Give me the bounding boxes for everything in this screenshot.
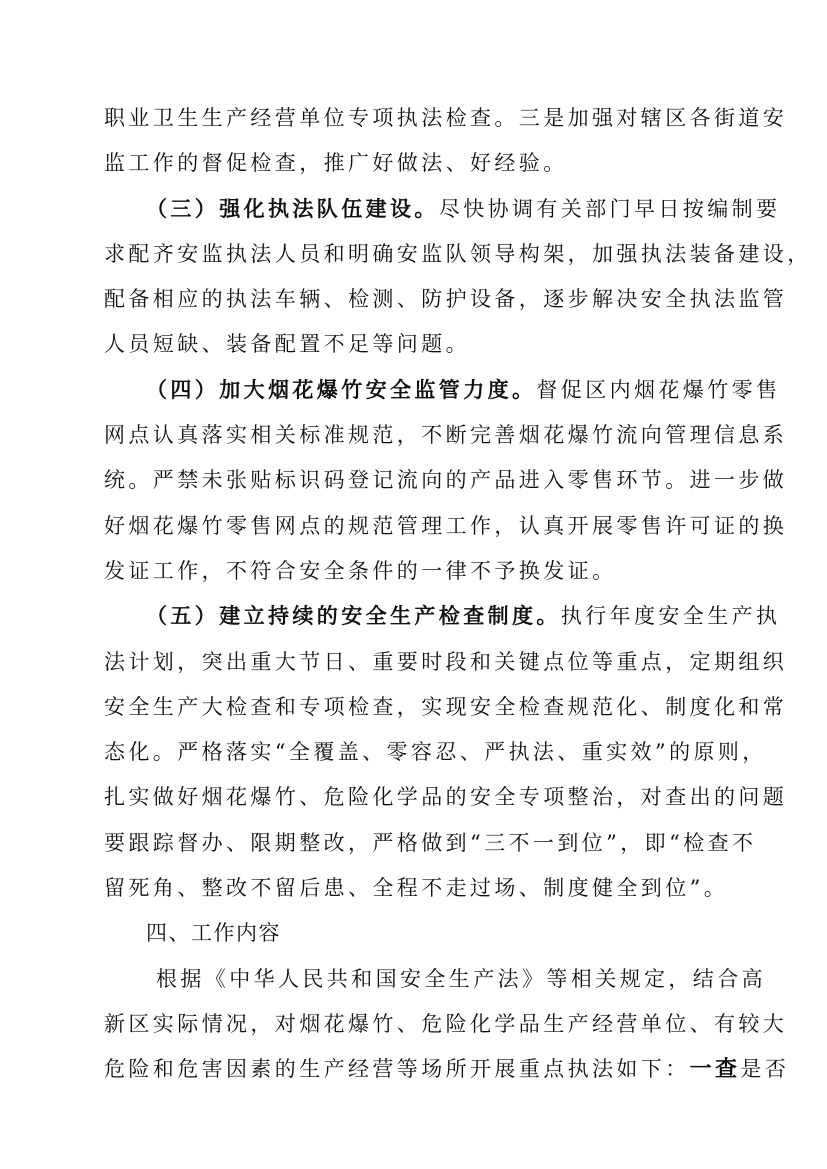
subsection-heading-4: （四）加大烟花爆竹安全监管力度。 <box>146 377 537 402</box>
paragraph-line: 人员短缺、装备配置不足等问题。 <box>104 332 470 357</box>
paragraph-text: 督促区内烟花爆竹零售 <box>536 377 781 402</box>
paragraph-line <box>104 594 781 639</box>
paragraph-line: 扎实做好烟花爆竹、危险化学品的安全专项整治，对查出的问题 <box>104 785 788 810</box>
paragraph-line: 统。严禁未张贴标识码登记流向的产品进入零售环节。进一步做 <box>104 468 788 493</box>
section-title: 四、工作内容 <box>146 921 281 946</box>
paragraph-text: 执行年度安全生产执 <box>560 604 781 629</box>
paragraph-line: 求配齐安监执法人员和明确安监队领导构架，加强执法装备建设， <box>104 241 812 266</box>
paragraph-line: 配备相应的执法车辆、检测、防护设备，逐步解决安全执法监管 <box>104 287 788 312</box>
document-body <box>104 96 812 1093</box>
subsection-heading-3: （三）强化执法队伍建设。 <box>146 196 439 221</box>
paragraph-line: 网点认真落实相关标准规范，不断完善烟花爆竹流向管理信息系 <box>104 423 788 448</box>
paragraph-line <box>104 368 781 413</box>
subsection-heading-5: （五）建立持续的安全生产检查制度。 <box>146 604 561 629</box>
paragraph-line: 发证工作，不符合安全条件的一律不予换发证。 <box>104 558 617 583</box>
paragraph-line: 职业卫生生产经营单位专项执法检查。三是加强对辖区各街道安 <box>104 106 788 130</box>
paragraph-text: 尽快协调有关部门早日按编制要 <box>438 196 781 221</box>
paragraph-line: 态化。严格落实“全覆盖、零容忍、严执法、重实效”的原则， <box>104 740 767 765</box>
emphasis-text: 一查 <box>689 1057 741 1083</box>
paragraph-line: 监工作的督促检查，推广好做法、好经验。 <box>104 151 568 176</box>
paragraph-line: 好烟花爆竹零售网点的规范管理工作，认真开展零售许可证的换 <box>104 513 788 538</box>
paragraph-line: 留死角、整改不留后患、全程不走过场、制度健全到位”。 <box>104 876 729 901</box>
paragraph-line: 法计划，突出重大节日、重要时段和关键点位等重点，定期组织 <box>104 649 788 674</box>
paragraph-text: 是否 <box>740 1057 790 1082</box>
paragraph-text: 危险和危害因素的生产经营等场所开展重点执法如下： <box>104 1057 690 1082</box>
paragraph-line: 安全生产大检查和专项检查，实现安全检查规范化、制度化和常 <box>104 694 788 719</box>
paragraph-line <box>104 1047 790 1092</box>
paragraph-line: 要跟踪督办、限期整改，严格做到“三不一到位”，即“检查不 <box>104 830 757 855</box>
paragraph-line: 根据《中华人民共和国安全生产法》等相关规定，结合高 <box>156 966 766 991</box>
paragraph-line: 新区实际情况，对烟花爆竹、危险化学品生产经营单位、有较大 <box>104 1011 788 1036</box>
paragraph-line <box>104 187 781 232</box>
